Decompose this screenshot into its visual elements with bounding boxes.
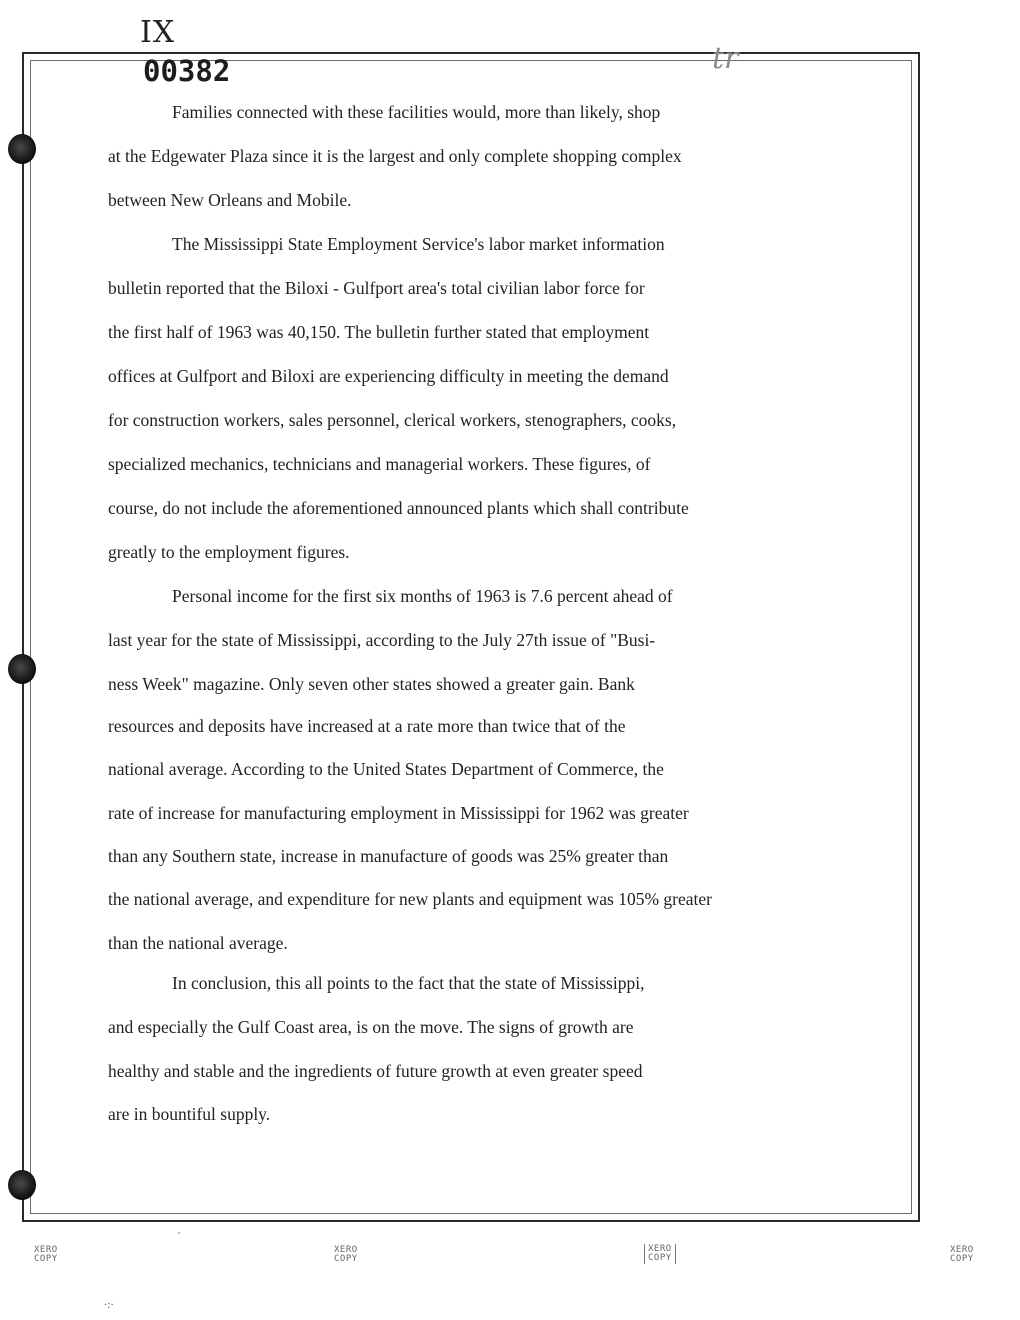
header-roman-mark: IX [140,15,176,50]
text-line: are in bountiful supply. [108,1104,271,1124]
text-line: offices at Gulfport and Biloxi are experiencing difficulty in meeting the demand [108,366,669,386]
text-line: for construction workers, sales personnel, clerical workers, stenographers, cooks, [108,410,677,430]
text-line: ness Week" magazine. Only seven other states showed a greater gain. Bank [108,674,635,694]
text-line: healthy and stable and the ingredients of future growth at even greater speed [108,1061,643,1081]
text-line: Families connected with these facilities would, more than likely, shop [172,102,661,122]
text-line: specialized mechanics, technicians and managerial workers. These figures, of [108,454,651,474]
text-line: national average. According to the United States Department of Commerce, the [108,759,664,779]
text-line: the national average, and expenditure for new plants and equipment was 105% greater [108,889,713,909]
scan-speck: ·:· [104,1300,114,1311]
corner-stamp: tr [712,41,739,76]
scan-speck: ´ [176,1232,181,1243]
text-line: course, do not include the aforementioned announced plants which shall contribute [108,498,689,518]
text-line: greatly to the employment figures. [108,542,350,562]
text-line: Personal income for the first six months of 1963 is 7.6 percent ahead of [172,586,673,606]
text-line: than the national average. [108,933,288,953]
document-number: 00382 [143,54,231,88]
text-line: at the Edgewater Plaza since it is the largest and only complete shopping complex [108,146,682,166]
text-line: The Mississippi State Employment Service's labor market information [172,234,665,254]
text-line: the first half of 1963 was 40,150. The bulletin further stated that employment [108,322,650,342]
text-line: between New Orleans and Mobile. [108,190,352,210]
text-line: In conclusion, this all points to the fact that the state of Mississippi, [172,973,645,993]
text-line: rate of increase for manufacturing employment in Mississippi for 1962 was greater [108,803,689,823]
text-line: than any Southern state, increase in manufacture of goods was 25% greater than [108,846,669,866]
text-line: bulletin reported that the Biloxi - Gulfport area's total civilian labor force for [108,278,645,298]
xero-copy-stamp: XERO COPY [334,1245,358,1264]
text-line: resources and deposits have increased at a rate more than twice that of the [108,716,626,736]
xero-copy-stamp: XERO COPY [644,1244,676,1264]
text-line: last year for the state of Mississippi, according to the July 27th issue of "Busi- [108,630,656,650]
text-line: and especially the Gulf Coast area, is on the move. The signs of growth are [108,1017,634,1037]
xero-copy-stamp: XERO COPY [34,1245,58,1264]
xero-copy-stamp: XERO COPY [950,1245,974,1264]
